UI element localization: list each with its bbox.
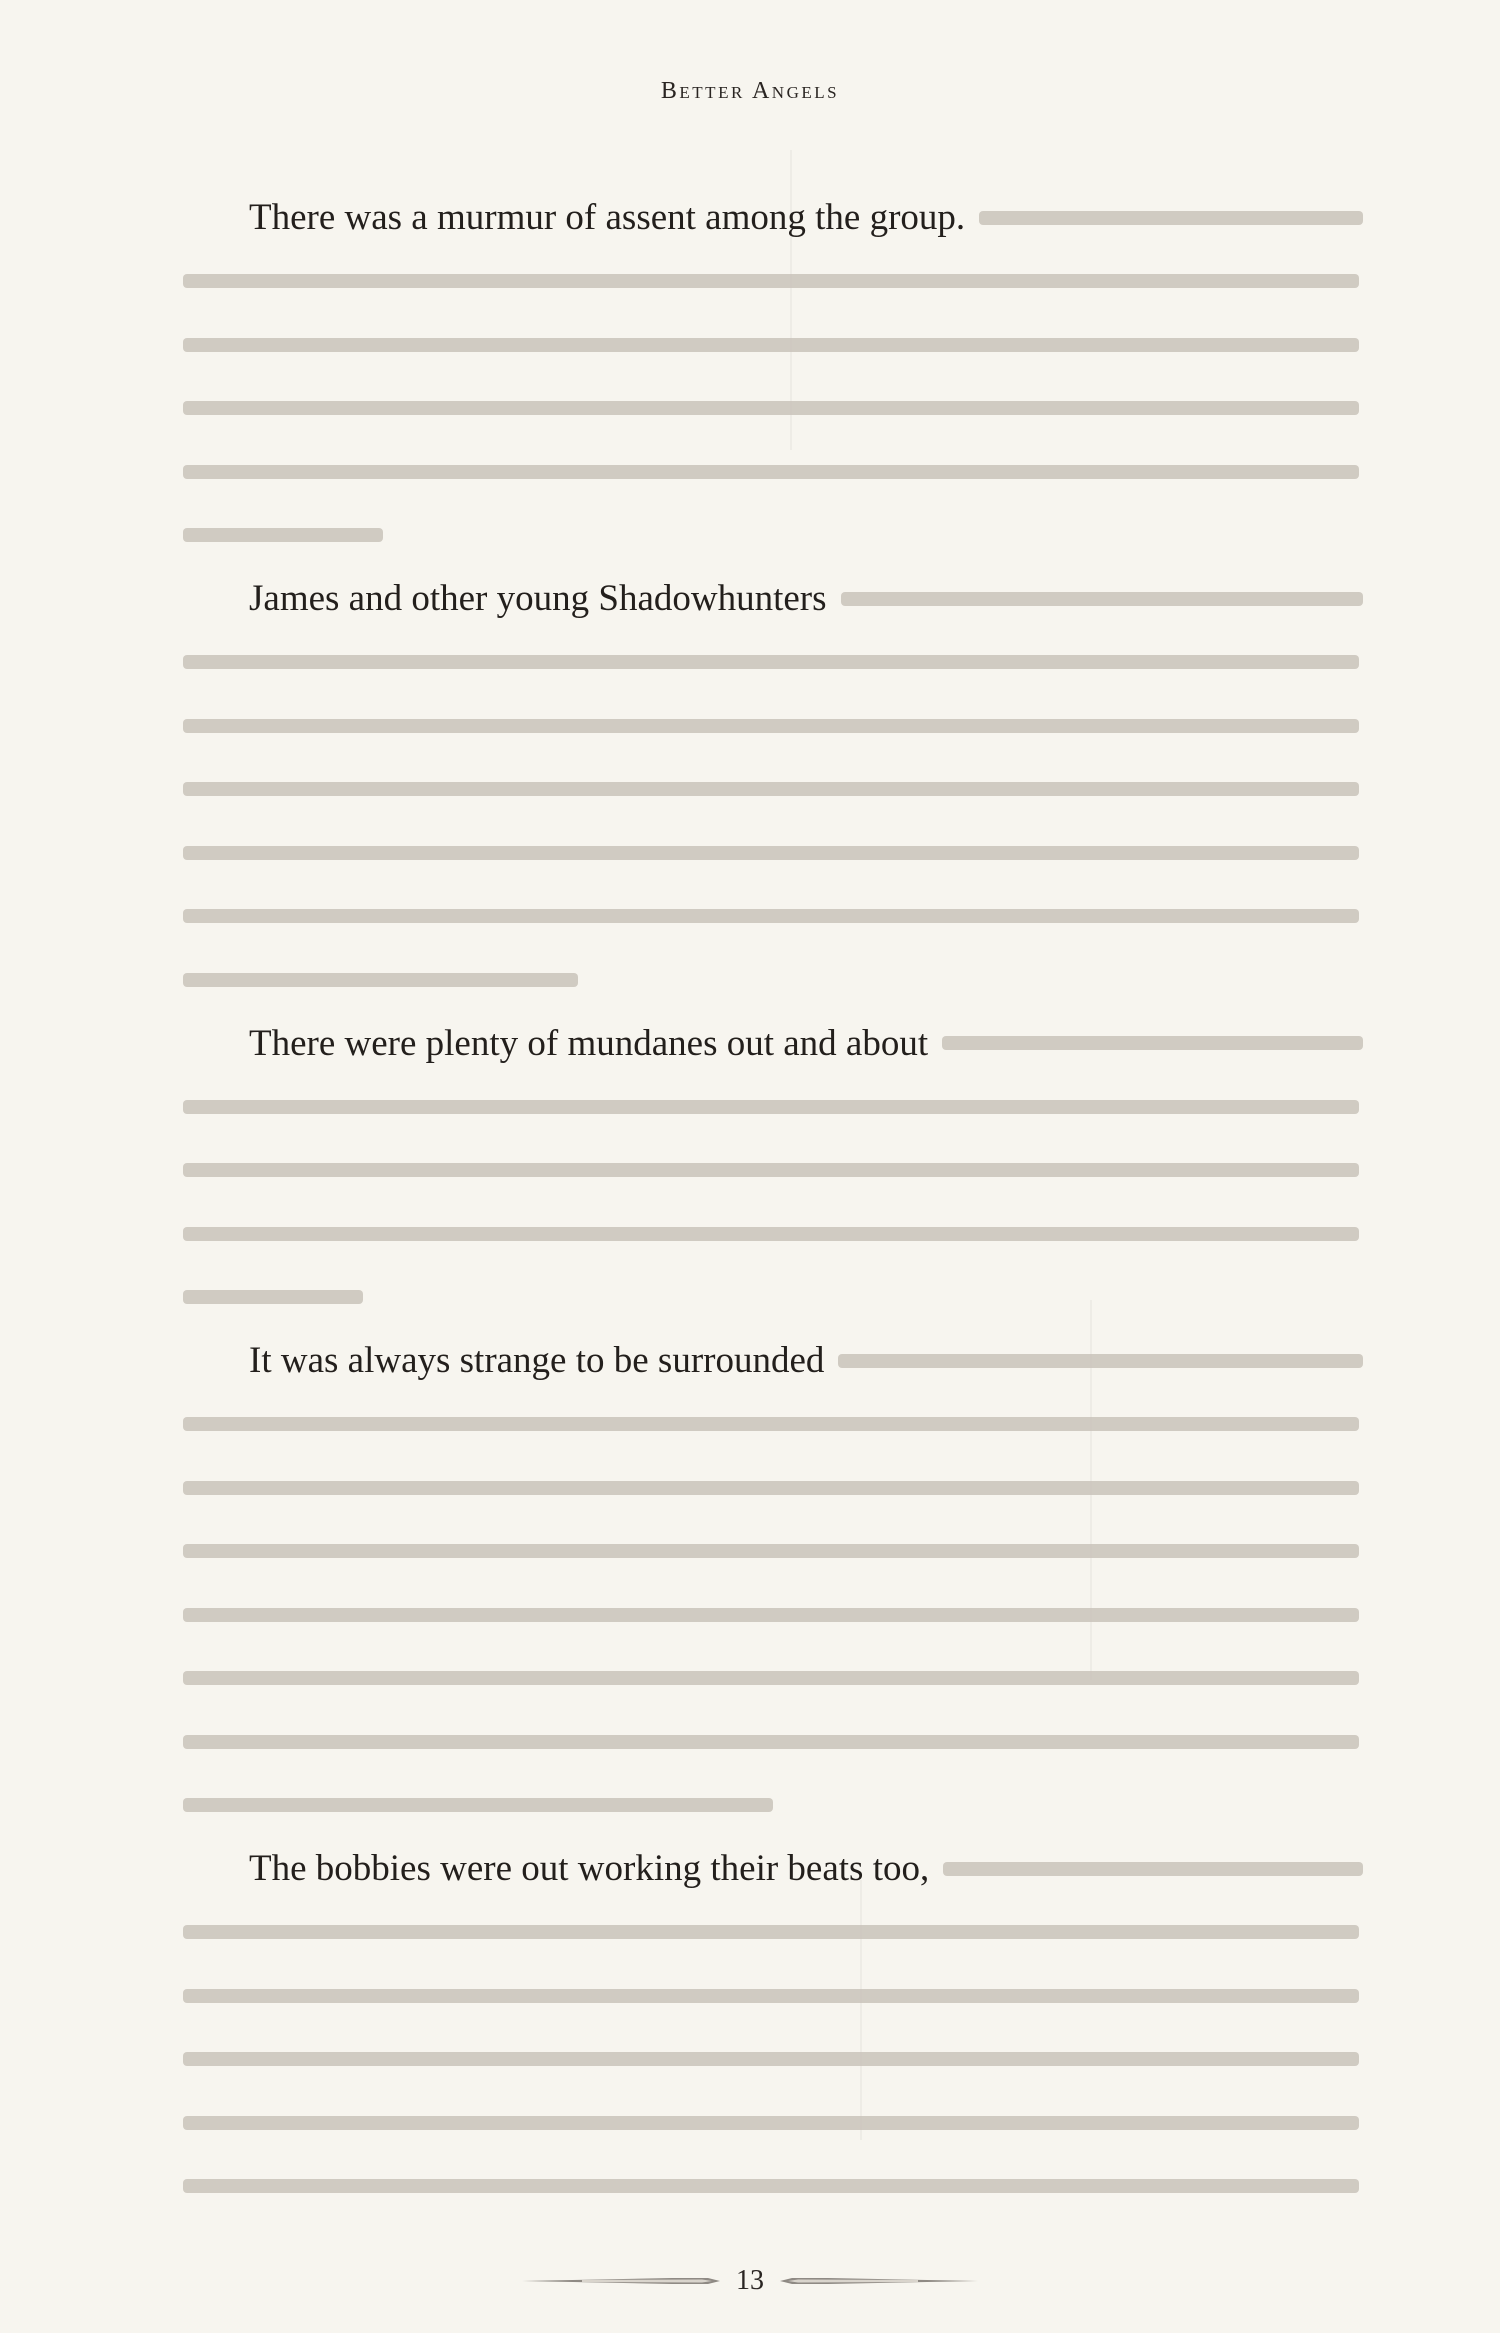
text-placeholder bbox=[183, 274, 1359, 288]
text-placeholder bbox=[183, 465, 1359, 479]
text-placeholder bbox=[942, 1036, 1363, 1050]
paragraph-excerpt: It was always strange to be surrounded bbox=[249, 1340, 825, 1382]
text-placeholder bbox=[183, 1417, 1359, 1431]
page-footer bbox=[0, 2265, 1500, 2297]
page-number: 13 bbox=[736, 2265, 764, 2296]
text-placeholder bbox=[183, 2116, 1359, 2130]
text-line bbox=[183, 1583, 1363, 1647]
text-line bbox=[183, 1520, 1363, 1584]
paragraph bbox=[183, 567, 1363, 1012]
text-line bbox=[183, 1837, 1363, 1901]
text-placeholder bbox=[183, 782, 1359, 796]
text-line bbox=[183, 1901, 1363, 1965]
text-placeholder bbox=[183, 655, 1359, 669]
text-line bbox=[183, 2155, 1363, 2219]
text-line bbox=[183, 885, 1363, 949]
text-placeholder bbox=[183, 846, 1359, 860]
text-placeholder bbox=[183, 2179, 1359, 2193]
body-text bbox=[183, 186, 1363, 2218]
text-line bbox=[183, 821, 1363, 885]
text-line bbox=[183, 250, 1363, 314]
text-placeholder bbox=[183, 1100, 1359, 1114]
text-line bbox=[183, 1647, 1363, 1711]
text-placeholder bbox=[841, 592, 1363, 606]
text-placeholder bbox=[183, 1798, 773, 1812]
text-placeholder bbox=[183, 1671, 1359, 1685]
text-line bbox=[183, 1139, 1363, 1203]
text-line bbox=[183, 504, 1363, 568]
text-line bbox=[183, 313, 1363, 377]
text-placeholder bbox=[183, 1544, 1359, 1558]
text-placeholder bbox=[183, 401, 1359, 415]
text-line bbox=[183, 1393, 1363, 1457]
text-placeholder bbox=[183, 719, 1359, 733]
text-placeholder bbox=[183, 909, 1359, 923]
text-placeholder bbox=[183, 973, 578, 987]
paragraph bbox=[183, 186, 1363, 567]
text-line bbox=[183, 948, 1363, 1012]
text-line bbox=[183, 1964, 1363, 2028]
text-line bbox=[183, 567, 1363, 631]
text-line bbox=[183, 1774, 1363, 1838]
text-line bbox=[183, 2091, 1363, 2155]
text-placeholder bbox=[943, 1862, 1363, 1876]
running-head: Better Angels bbox=[660, 78, 840, 104]
text-placeholder bbox=[183, 528, 383, 542]
text-placeholder bbox=[183, 1608, 1359, 1622]
ornament-left-icon bbox=[522, 2272, 722, 2290]
text-line bbox=[183, 2028, 1363, 2092]
text-line bbox=[183, 694, 1363, 758]
text-placeholder bbox=[183, 1989, 1359, 2003]
text-placeholder bbox=[838, 1354, 1363, 1368]
text-line bbox=[183, 631, 1363, 695]
text-placeholder bbox=[183, 2052, 1359, 2066]
paragraph-excerpt: The bobbies were out working their beats too, bbox=[249, 1848, 930, 1890]
text-placeholder bbox=[183, 1163, 1359, 1177]
paragraph-excerpt: There were plenty of mundanes out and about bbox=[249, 1022, 929, 1064]
text-line bbox=[183, 1075, 1363, 1139]
text-line bbox=[183, 758, 1363, 822]
text-line bbox=[183, 440, 1363, 504]
text-line bbox=[183, 186, 1363, 250]
text-line bbox=[183, 1329, 1363, 1393]
text-line bbox=[183, 1266, 1363, 1330]
text-placeholder bbox=[183, 1481, 1359, 1495]
paragraph bbox=[183, 1837, 1363, 2218]
text-line bbox=[183, 1012, 1363, 1076]
paragraph bbox=[183, 1012, 1363, 1330]
paragraph-excerpt: James and other young Shadowhunters bbox=[249, 578, 827, 620]
text-placeholder bbox=[183, 338, 1359, 352]
text-placeholder bbox=[183, 1290, 363, 1304]
text-line bbox=[183, 1202, 1363, 1266]
text-line bbox=[183, 377, 1363, 441]
text-placeholder bbox=[183, 1925, 1359, 1939]
ornament-right-icon bbox=[778, 2272, 978, 2290]
text-placeholder bbox=[183, 1735, 1359, 1749]
text-line bbox=[183, 1456, 1363, 1520]
text-placeholder bbox=[183, 1227, 1359, 1241]
text-placeholder bbox=[979, 211, 1363, 225]
paragraph-excerpt: There was a murmur of assent among the group. bbox=[249, 197, 966, 239]
paragraph bbox=[183, 1329, 1363, 1837]
text-line bbox=[183, 1710, 1363, 1774]
